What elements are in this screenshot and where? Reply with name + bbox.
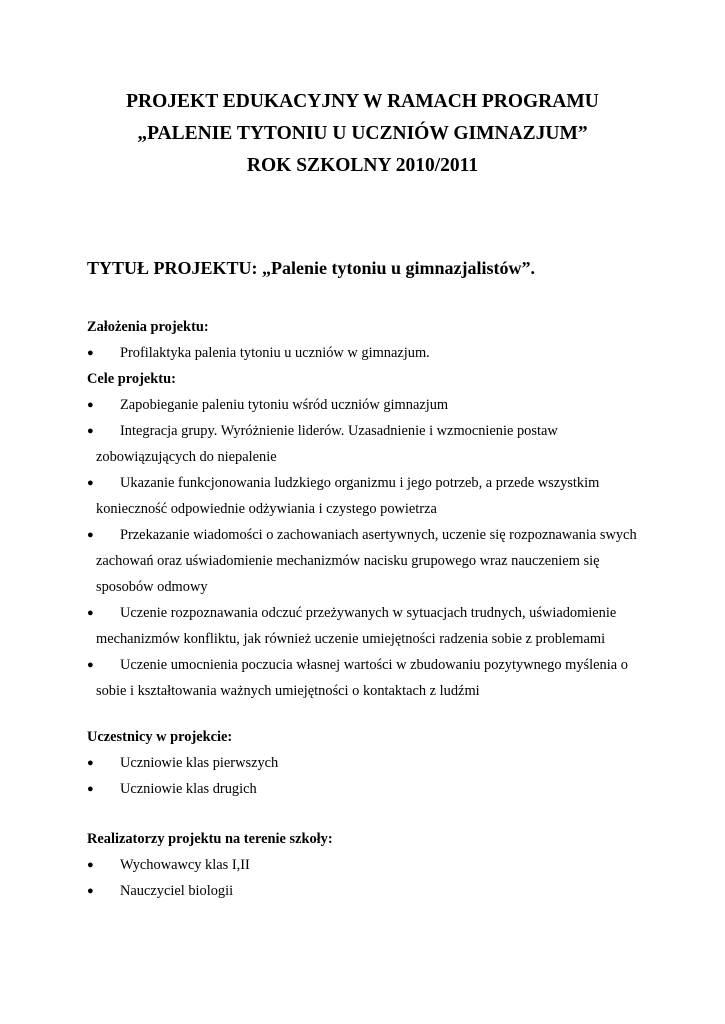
participants-heading: Uczestnicy w projekcie: — [87, 729, 233, 745]
list-item-text: Nauczyciel biologii — [120, 883, 234, 899]
bullet-icon: ● — [87, 477, 94, 489]
project-title: TYTUŁ PROJEKTU: „Palenie tytoniu u gimnazjalistów”. — [87, 258, 536, 278]
list-item — [87, 392, 657, 418]
list-item — [87, 522, 657, 600]
goals-heading: Cele projektu: — [87, 371, 176, 387]
list-item — [87, 600, 657, 652]
bullet-icon: ● — [87, 425, 94, 437]
list-item-text: Profilaktyka palenia tytoniu u uczniów w gimnazjum. — [120, 345, 430, 361]
bullet-icon: ● — [87, 783, 94, 795]
bullet-icon: ● — [87, 529, 94, 541]
goals-section — [87, 366, 657, 704]
list-item — [87, 878, 657, 904]
implementers-section — [87, 826, 657, 904]
bullet-icon: ● — [87, 659, 94, 671]
list-item — [87, 340, 657, 366]
list-item — [87, 470, 657, 522]
bullet-icon: ● — [87, 757, 94, 769]
document-header — [0, 86, 725, 182]
list-item-text: Przekazanie wiadomości o zachowaniach asertywnych, uczenie się rozpoznawania swych zachowań oraz uświadomienie mechanizmów nacisku grupowego wraz nauczeniem się sposobów odmowy — [96, 527, 637, 595]
bullet-icon: ● — [87, 399, 94, 411]
assumptions-section — [87, 314, 657, 366]
list-item — [87, 750, 657, 776]
list-item-text: Uczenie rozpoznawania odczuć przeżywanych w sytuacjach trudnych, uświadomienie mechanizmów konfliktu, jak również uczenie umiejętności radzenia sobie z problemami — [96, 605, 617, 647]
bullet-icon: ● — [87, 859, 94, 871]
header-line-1: PROJEKT EDUKACYJNY W RAMACH PROGRAMU — [126, 91, 599, 112]
implementers-heading: Realizatorzy projektu na terenie szkoły: — [87, 831, 333, 847]
goals-list — [87, 392, 657, 704]
list-item-text: Integracja grupy. Wyróżnienie liderów. Uzasadnienie i wzmocnienie postaw zobowiązujących do niepalenie — [96, 423, 558, 465]
list-item-text: Zapobieganie paleniu tytoniu wśród uczniów gimnazjum — [120, 397, 449, 413]
implementers-list — [87, 852, 657, 904]
list-item-text: Wychowawcy klas I,II — [120, 857, 250, 873]
list-item — [87, 776, 657, 802]
bullet-icon: ● — [87, 885, 94, 897]
list-item-text: Uczniowie klas pierwszych — [120, 755, 279, 771]
participants-section — [87, 724, 657, 802]
list-item — [87, 418, 657, 470]
assumptions-heading: Założenia projektu: — [87, 319, 209, 335]
list-item-text: Uczenie umocnienia poczucia własnej wartości w zbudowaniu pozytywnego myślenia o sobie i kształtowania ważnych umiejętności o kontaktach z ludźmi — [96, 657, 628, 699]
participants-list — [87, 750, 657, 802]
header-line-2: „PALENIE TYTONIU U UCZNIÓW GIMNAZJUM” — [137, 123, 588, 144]
list-item — [87, 652, 657, 704]
bullet-icon: ● — [87, 607, 94, 619]
header-line-3: ROK SZKOLNY 2010/2011 — [246, 155, 479, 176]
list-item-text: Ukazanie funkcjonowania ludzkiego organizmu i jego potrzeb, a przede wszystkim konieczność odpowiednie odżywiania i czystego powietrza — [96, 475, 600, 517]
bullet-icon: ● — [87, 347, 94, 359]
list-item-text: Uczniowie klas drugich — [120, 781, 257, 797]
list-item — [87, 852, 657, 878]
assumptions-list — [87, 340, 657, 366]
